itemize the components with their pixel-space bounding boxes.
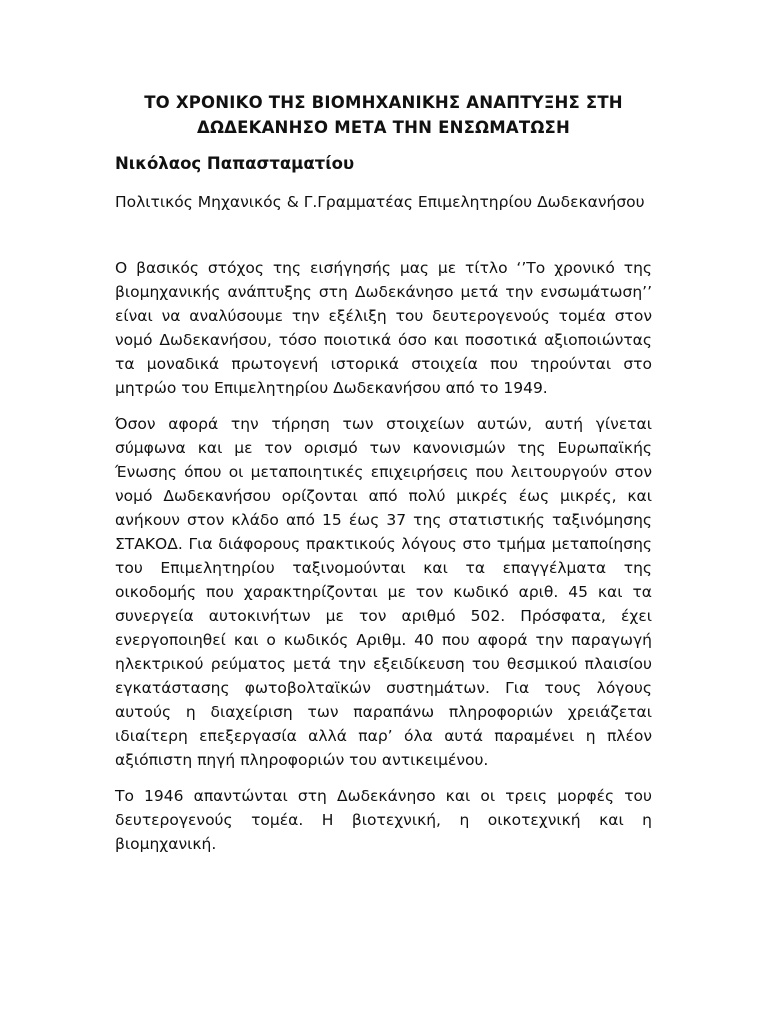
- paragraph-1: Ο βασικός στόχος της εισήγησής μας με τίτλο ‘’Το χρονικό της βιομηχανικής ανάπτυξης στη Δωδεκάνησο μετά την ενσωμάτωση’’ είναι να αναλύσουμε την εξέλιξη του δευτερογενούς τομέα στον νομό Δωδεκανήσου, τόσο ποιοτικά όσο και ποσοτικά αξιοποιώντας τα μοναδικά πρωτογενή ιστορικά στοιχεία που τηρούνται στο μητρώο του Επιμελητηρίου Δωδεκανήσου από το 1949.: [115, 259, 652, 397]
- paragraph-2: Όσον αφορά την τήρηση των στοιχείων αυτών, αυτή γίνεται σύμφωνα και με τον ορισμό των κανονισμών της Ευρωπαϊκής Ένωσης όπου οι μεταποιητικές επιχειρήσεις που λειτουργούν στον νομό Δωδεκανήσου ορίζονται από πολύ μικρές έως μικρές, και ανήκουν στον κλάδο από 15 έως 37 της στατιστικής ταξινόμησης ΣΤΑΚΟΔ. Για διάφορους πρακτικούς λόγους στο τμήμα μεταποίησης του Επιμελητηρίου ταξινομούνται και τα επαγγέλματα της οικοδομής που χαρακτηρίζονται με τον κωδικό αριθ. 45 και τα συνεργεία αυτοκινήτων με τον αριθμό 502. Πρόσφατα, έχει ενεργοποιηθεί και ο κωδικός Αριθμ. 40 που αφορά την παραγωγή ηλεκτρικού ρεύματος μετά την εξειδίκευση του θεσμικού πλαισίου εγκατάστασης φωτοβολταϊκών συστημάτων. Για τους λόγους αυτούς η διαχείριση των παραπάνω πληροφοριών χρειάζεται ιδιαίτερη επεξεργασία αλλά παρ’ όλα αυτά παραμένει η πλέον αξιόπιστη πηγή πληροφοριών του αντικειμένου.: [115, 415, 652, 769]
- document-title-line-1: ΤΟ ΧΡΟΝΙΚΟ ΤΗΣ ΒΙΟΜΗΧΑΝΙΚΗΣ ΑΝΑΠΤΥΞΗΣ ΣΤΗ: [144, 93, 623, 112]
- document-title-line-2: ΔΩΔΕΚΑΝΗΣΟ ΜΕΤΑ ΤΗΝ ΕΝΣΩΜΑΤΩΣΗ: [196, 118, 571, 137]
- author-name: Νικόλαος Παπασταματίου: [115, 154, 355, 173]
- document-title: [115, 90, 652, 140]
- document-page: [115, 90, 652, 856]
- paragraph-3: Το 1946 απαντώνται στη Δωδεκάνησο και οι τρεις μορφές του δευτερογενούς τομέα. Η βιοτεχνική, η οικοτεχνική και η βιομηχανική.: [115, 787, 652, 853]
- author-affiliation: Πολιτικός Μηχανικός & Γ.Γραμματέας Επιμελητηρίου Δωδεκανήσου: [115, 193, 645, 211]
